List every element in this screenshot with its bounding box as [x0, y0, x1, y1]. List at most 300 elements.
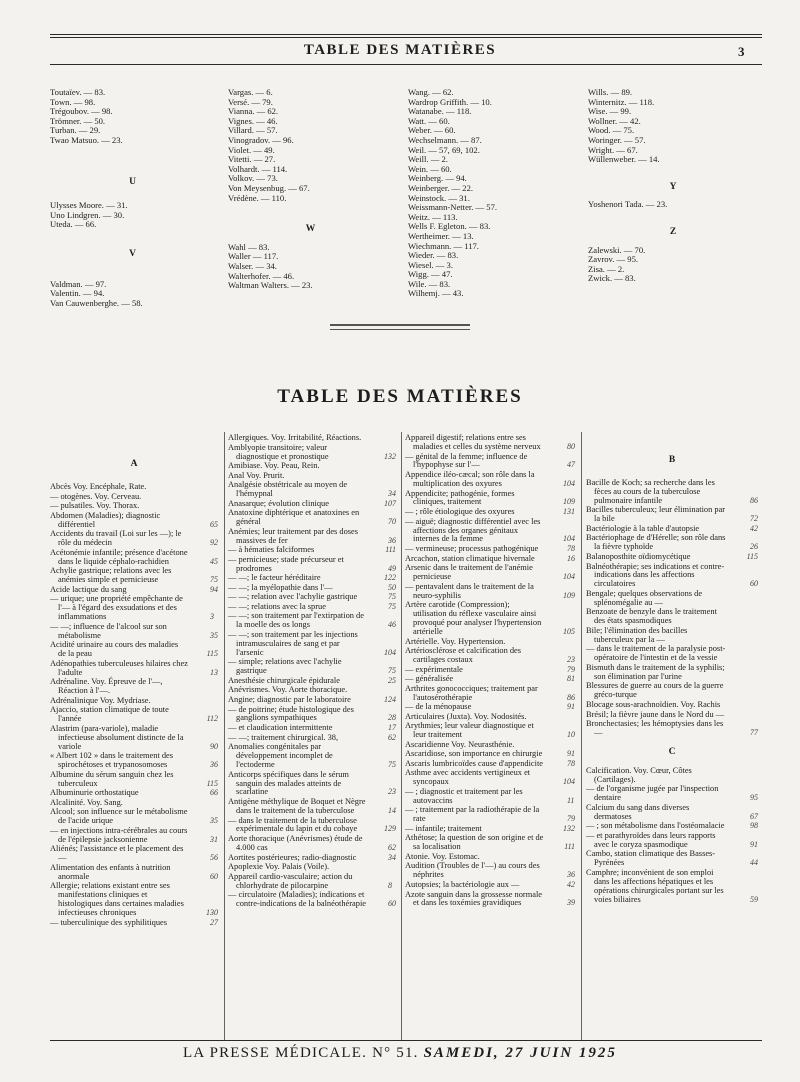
index-entry: — expérimentale 79: [405, 664, 575, 674]
authors-column-2: [228, 88, 393, 291]
entry-text: Benzoate de benzyle dans le traitement des états spasmodiques: [586, 607, 717, 626]
author-entry: Uteda. — 66.: [50, 219, 97, 230]
entry-text: — —; relation avec l'achylie gastrique: [228, 592, 358, 602]
entry-text: Arsenic dans le traitement de l'anémie pernicieuse: [405, 563, 533, 582]
author-entry: Wiechmann. — 117.: [408, 240, 479, 251]
author-entry: Violet. — 49.: [228, 144, 275, 155]
entry-text: Alcalinité. Voy. Sang.: [50, 797, 123, 807]
index-entry: [405, 583, 575, 601]
author-entry: Winternitz. — 118.: [588, 96, 655, 107]
entry-page: 104: [384, 647, 396, 657]
author-entry: Valentin. — 94.: [50, 288, 105, 299]
index-entry: Ascaris lumbricoïdes cause d'appendicite 78: [405, 758, 575, 768]
index-entry: — de l'organisme jugée par l'inspection dentaire 95: [586, 784, 758, 803]
section-letter: U: [129, 176, 136, 187]
index-entry: Bacille de Koch; sa recherche dans les fèces au cours de la tuberculose pulmonaire infantile 86: [586, 477, 758, 505]
author-entry: Wüllenweber. — 14.: [588, 154, 660, 165]
entry-page: 115: [206, 778, 218, 788]
author-entry: Vrédène. — 110.: [228, 192, 287, 203]
index-entry: [405, 518, 575, 545]
index-entry: Alcool; son influence sur le métabolisme de l'acide urique 35: [50, 807, 218, 826]
author-entry: Woringer. — 57.: [588, 134, 646, 145]
entry-text: Alimentation des enfants à nutrition anormale: [50, 862, 171, 881]
entry-text: Aorte thoracique (Anévrismes) étude de 4.000 cas: [228, 834, 363, 852]
index-entry: — urique; une propriété empêchante de l'— à l'égard des exsudations et des inflammations 3: [50, 594, 214, 622]
index-entry: — —; relations avec la sprue 75: [228, 601, 396, 611]
entry-text: Abcès Voy. Encéphale, Rate.: [50, 481, 147, 491]
author-entry: Wieder. — 83.: [408, 250, 459, 261]
entry-text: Appendice iléo-cæcal; son rôle dans la multiplication des oxyures: [405, 470, 535, 488]
section-letter: V: [129, 248, 136, 259]
index-entry: [228, 631, 396, 658]
entry-text: Bactériologie à la table d'autopsie: [586, 523, 700, 533]
author-entry: Waltman Walters. — 23.: [228, 280, 313, 291]
index-entry: Bactériologie à la table d'autopsie 42: [586, 523, 758, 533]
index-entry: — en injections intra-cérébrales au cours de l'épilepsie jacksonienne 31: [50, 825, 218, 844]
index-entry: Bacilles tuberculeux; leur élimination par la bile 72: [586, 505, 758, 524]
index-entry: — de la ménopause 91: [405, 702, 575, 712]
index-entry: [586, 682, 758, 700]
index-entry: Artériosclérose et calcification des cartilages costaux 23: [405, 646, 575, 664]
entry-text: Ascaridiose, son importance en chirurgie: [405, 749, 543, 759]
entry-text: — tuberculinique des syphilitiques: [50, 917, 168, 927]
index-entry: « Albert 102 » dans le traitement des spirochétoses et trypanosomoses 36: [50, 751, 218, 770]
section-divider: [330, 324, 470, 326]
entry-page: 111: [564, 842, 575, 852]
entry-text: — aiguë; diagnostic différentiel avec les affections des organes génitaux internes de la femme: [405, 516, 541, 544]
index-entry: — ; diagnostic et traitement par les autovaccins 11: [405, 786, 575, 805]
entry-text: — en injections intra-cérébrales au cours de l'épilepsie jacksonienne: [50, 825, 188, 844]
author-entry: Volkov. — 73.: [228, 173, 278, 184]
entry-text: Blocage sous-arachnoïdien. Voy. Rachis: [586, 699, 721, 709]
entry-text: Asthme avec accidents vertigineux et syncopaux: [405, 768, 531, 787]
index-entry: — et parathyroïdes dans leurs rapports avec le coryza spasmodique 91: [586, 830, 758, 849]
index-entry: Autopsies; la bactériologie aux — 42: [405, 879, 575, 889]
entry-text: — dans le traitement de la paralysie post-opératoire de l'intestin et de la vessie: [586, 644, 726, 663]
entry-text: — simple; relations avec l'achylie gastrique: [228, 657, 342, 676]
entry-text: Arthrites gonococciques; traitement par l'autosérothérapie: [405, 683, 538, 702]
author-entry: Van Cauwenberghe. — 58.: [50, 297, 143, 308]
entry-text: Bronchectasies; les hémoptysies dans les —: [586, 719, 724, 737]
index-entry: Analgésie obstétricale au moyen de l'hémypnal 34: [228, 480, 396, 499]
author-entry: Weill. — 2.: [408, 154, 448, 165]
index-entry: [586, 767, 758, 785]
index-entry: [50, 641, 218, 659]
index-entry: Achylie gastrique; relations avec les anémies simple et pernicieuse 75: [50, 566, 218, 585]
author-entry: Wertheimer. — 13.: [408, 230, 474, 241]
author-entry: Weil. — 57, 69, 102.: [408, 144, 480, 155]
author-entry: Uno Lindgren. — 30.: [50, 209, 125, 220]
entry-page: 132: [563, 823, 575, 833]
author-entry: Wein. — 60.: [408, 163, 452, 174]
entry-text: — —; son traitement par les injections intramusculaires de sang et par l'arsenic: [228, 629, 358, 657]
entry-text: « Albert 102 » dans le traitement des spirochétoses et trypanosomoses: [50, 751, 174, 770]
entry-page: 105: [563, 626, 575, 636]
entry-text: — généralisée: [405, 674, 454, 684]
column-rule: [224, 432, 225, 1040]
index-entry: Aliénés; l'assistance et le placement des — 56: [50, 844, 218, 863]
author-entry: Weinberger. — 22.: [408, 182, 474, 193]
index-entry: [50, 882, 218, 918]
entry-text: Anesthésie chirurgicale épidurale: [228, 675, 340, 685]
entry-text: Anasarque; évolution clinique: [228, 498, 329, 508]
author-entry: Wright. — 67.: [588, 144, 638, 155]
entry-text: Acétonémie infantile; présence d'acétone dans le liquide céphalo-rachidien: [50, 547, 188, 566]
author-entry: Weinstock. — 31.: [408, 192, 470, 203]
section-divider-2: [330, 329, 470, 330]
author-entry: Wahl — 83.: [228, 241, 270, 252]
index-entry: [50, 771, 218, 789]
author-entry: Twao Matsuo. — 23.: [50, 134, 123, 145]
entry-text: Appareil digestif; relations entre ses maladies et celles du système nerveux: [405, 433, 541, 451]
author-entry: Zwick. — 83.: [588, 273, 636, 284]
footer-rule: [50, 1040, 762, 1041]
entry-text: Adrénalinique Voy. Mydriase.: [50, 695, 151, 705]
index-entry: Adénopathies tuberculeuses hilaires chez l'adulte 13: [50, 658, 218, 677]
index-entry: — ; son métabolisme dans l'ostéomalacie 98: [586, 821, 758, 831]
entry-text: — —; traitement chirurgical. 38,: [228, 732, 339, 742]
entry-page: 115: [206, 649, 218, 659]
entry-text: Calcium du sang dans diverses dermatoses: [586, 802, 690, 821]
index-entry: Albuminurie orthostatique 66: [50, 788, 218, 798]
index-entry: — vermineuse; processus pathogénique 78: [405, 544, 575, 553]
author-entry: Vitetti. — 27.: [228, 154, 276, 165]
author-entry: Waller — 117.: [228, 251, 279, 262]
author-entry: Watanabe. — 118.: [408, 106, 472, 117]
subjects-column-1: [50, 460, 218, 928]
index-entry: Anticorps spécifiques dans le sérum sanguin des malades atteints de scarlatine 23: [228, 769, 396, 797]
index-entry: Bactériophage de d'Hérelle; son rôle dans la fièvre typhoïde 26: [586, 533, 758, 552]
index-entry: Appareil digestif; relations entre ses maladies et celles du système nerveux 80: [405, 433, 575, 451]
author-entry: Turban. — 29.: [50, 125, 101, 136]
entry-text: Anévrismes. Voy. Aorte thoracique.: [228, 685, 348, 695]
page-number: 3: [738, 44, 745, 59]
top-rule: [50, 34, 762, 35]
entry-text: Achylie gastrique; relations avec les anémies simple et pernicieuse: [50, 566, 172, 585]
footer-journal: LA PRESSE MÉDICALE.: [183, 1045, 368, 1061]
entry-text: — et claudication intermittente: [228, 723, 333, 733]
entry-page: 111: [385, 545, 396, 555]
index-entry: Antigène méthylique de Boquet et Nègre dans le traitement de la tuberculose 14: [228, 797, 396, 815]
index-entry: — —; influence de l'alcool sur son métabolisme 35: [50, 621, 218, 640]
entry-text: Artériosclérose et calcification des cartilages costaux: [405, 646, 522, 664]
index-entry: [405, 601, 575, 637]
index-entry: — génital de la femme; influence de l'hypophyse sur l'— 47: [405, 451, 575, 470]
index-entry: Arythmies; leur valeur diagnostique et leur traitement 10: [405, 721, 575, 740]
entry-text: Antigène méthylique de Boquet et Nègre dans le traitement de la tuberculose: [228, 797, 366, 815]
entry-text: Allergie; relations existant entre ses manifestations cliniques et histologiques dans certaines maladies infectieuses chroniques: [50, 881, 184, 918]
footer: [0, 1045, 800, 1062]
entry-text: Anatoxine diphtérique et anatoxines en général: [228, 508, 360, 527]
index-entry: Anomalies congénitales par développement incomplet de l'ectoderme 75: [228, 742, 396, 770]
author-entry: Versé. — 79.: [228, 96, 273, 107]
entry-text: Accidents du travail (Loi sur les —); le rôle du médecin: [50, 529, 182, 548]
entry-text: Balanoposthite oïdiomycétique: [586, 551, 691, 561]
entry-text: Atonie. Voy. Estomac.: [405, 851, 480, 861]
author-entry: Wise. — 99.: [588, 106, 632, 117]
entry-text: Anémies; leur traitement par des doses massives de fer: [228, 526, 359, 545]
entry-text: — pentavalent dans le traitement de la neuro-syphilis: [405, 581, 534, 600]
running-header: TABLE DES MATIÈRES: [303, 42, 497, 58]
index-entry: Anatoxine diphtérique et anatoxines en général 70: [228, 508, 396, 527]
author-entry: Wills. — 89.: [588, 87, 633, 97]
entry-text: Amibiase. Voy. Peau, Rein.: [228, 461, 320, 471]
author-entry: Wollner. — 42.: [588, 115, 641, 126]
entry-page: 107: [384, 498, 396, 508]
authors-column-4: [588, 88, 758, 284]
index-entry: Anémies; leur traitement par des doses massives de fer 36: [228, 526, 396, 545]
entry-page: 115: [746, 551, 758, 561]
entry-text: Appareil cardio-vasculaire; action du chlorhydrate de pilocarpine: [228, 871, 353, 890]
author-entry: Vinogradov. — 96.: [228, 134, 294, 145]
entry-text: — à hématies falciformes: [228, 545, 315, 555]
entry-text: — et parathyroïdes dans leurs rapports avec le coryza spasmodique: [586, 830, 716, 849]
index-entry: [405, 834, 575, 852]
entry-text: Calcification. Voy. Cœur, Côtes (Cartilages).: [586, 765, 692, 784]
entry-text: Aliénés; l'assistance et le placement des —: [50, 844, 184, 863]
index-entry: [586, 627, 758, 645]
entry-text: Alastrim (para-variole), maladie infectieuse absolument distincte de la variole: [50, 723, 184, 751]
entry-text: Adénopathies tuberculeuses hilaires chez l'adulte: [50, 658, 188, 677]
index-entry: — —; traitement chirurgical. 38, 62: [228, 732, 396, 742]
index-entry: — —; la myélopathie dans l'— 50: [228, 582, 396, 592]
entry-text: Bile; l'élimination des bacilles tuberculeux par la —: [586, 625, 688, 644]
entry-text: Bacille de Koch; sa recherche dans les fèces au cours de la tuberculose pulmonaire infantile: [586, 477, 715, 505]
entry-text: — pernicieuse; stade précurseur et prodromes: [228, 554, 344, 573]
subjects-column-3: [405, 434, 575, 909]
author-entry: Wardrop Griffith. — 10.: [408, 96, 492, 107]
entry-text: Bismuth dans le traitement de la syphilis; son élimination par l'urine: [586, 662, 725, 681]
section-letter: B: [668, 455, 676, 465]
entry-text: Acide lactique du sang: [50, 584, 127, 594]
entry-text: Ascaridienne Voy. Neurasthénie.: [405, 739, 515, 749]
author-entry: Wang. — 62.: [408, 87, 454, 97]
entry-page: 112: [206, 714, 218, 724]
index-entry: — ; traitement par la radiothérapie de la rate 79: [405, 805, 575, 824]
subjects-column-4: [586, 456, 758, 905]
index-entry: Cambo, station climatique des Basses-Pyrénées 44: [586, 849, 758, 868]
index-entry: Arcachon, station climatique hivernale 16: [405, 553, 575, 563]
index-entry: — et claudication intermittente 17: [228, 723, 396, 733]
entry-text: — pulsatiles. Voy. Thorax.: [50, 501, 140, 511]
entry-text: Allergiques. Voy. Irritabilité, Réactions.: [228, 433, 362, 442]
entry-page: 109: [563, 590, 575, 600]
section-letter: W: [305, 224, 316, 235]
author-entry: Von Meysenbug. — 67.: [228, 182, 310, 193]
header-rule: [50, 64, 762, 65]
index-entry: Alastrim (para-variole), maladie infectieuse absolument distincte de la variole 90: [50, 723, 218, 751]
entry-text: — —; le facteur héréditaire: [228, 573, 321, 583]
index-entry: — généralisée 81: [405, 674, 575, 684]
entry-text: — ; diagnostic et traitement par les autovaccins: [405, 786, 523, 805]
entry-text: Athétose; la question de son origine et de sa localisation: [405, 833, 544, 852]
entry-text: — infantile; traitement: [405, 823, 482, 833]
entry-text: Ascaris lumbricoïdes cause d'appendicite: [405, 758, 544, 768]
index-entry: — de poitrine; étude histologique des ganglions sympathiques 28: [228, 704, 396, 723]
index-entry: [405, 490, 575, 508]
index-entry: [228, 444, 396, 462]
footer-date: SAMEDI, 27 JUIN 1925: [423, 1045, 617, 1061]
author-entry: Toutaïev. — 83.: [50, 87, 106, 97]
author-entry: Valdman. — 97.: [50, 278, 107, 289]
index-entry: Acide lactique du sang 94: [50, 584, 218, 594]
index-entry: — pernicieuse; stade précurseur et prodromes 49: [228, 554, 396, 573]
entry-text: — otogènes. Voy. Cerveau.: [50, 491, 142, 501]
index-entry: [228, 817, 396, 835]
author-entry: Wiesel. — 3.: [408, 259, 453, 270]
author-entry: Ulysses Moore. — 31.: [50, 200, 128, 211]
entry-text: Analgésie obstétricale au moyen de l'hémypnal: [228, 480, 348, 499]
section-letter: Z: [669, 226, 677, 237]
section-letter: C: [668, 746, 676, 757]
index-entry: [586, 608, 758, 626]
index-entry: [586, 664, 758, 682]
entry-text: Audition (Troubles de l'—) au cours des néphrites: [405, 861, 540, 880]
entry-text: — —; influence de l'alcool sur son métabolisme: [50, 621, 167, 640]
author-entry: Wechselmann. — 87.: [408, 134, 482, 145]
index-entry: [405, 564, 575, 582]
index-entry: Anesthésie chirurgicale épidurale 25: [228, 675, 396, 685]
index-entry: Audition (Troubles de l'—) au cours des néphrites 36: [405, 861, 575, 880]
entry-text: — génital de la femme; influence de l'hypophyse sur l'—: [405, 451, 528, 470]
entry-page: 132: [384, 451, 396, 461]
index-entry: Azote sanguin dans la grossesse normale et dans les toxémies gravidiques 39: [405, 889, 575, 908]
author-entry: Weitz. — 113.: [408, 211, 458, 222]
entry-text: Azote sanguin dans la grossesse normale et dans les toxémies gravidiques: [405, 889, 542, 908]
author-entry: Weissmann-Netter. — 57.: [408, 202, 498, 213]
entry-text: Acidité urinaire au cours des maladies de la peau: [50, 640, 179, 659]
entry-page: 122: [384, 573, 396, 583]
author-entry: Weinberg. — 94.: [408, 173, 467, 184]
entry-page: 131: [563, 507, 575, 516]
subjects-column-2: [228, 434, 396, 910]
index-entry: Abdomen (Maladies); diagnostic différentiel 65: [50, 510, 218, 529]
entry-page: 104: [563, 534, 575, 544]
entry-text: Artère carotide (Compression); utilisation du réflexe vasculaire ainsi provoqué pour analyser l'hypertension artérielle: [405, 600, 542, 636]
entry-text: — —; relations avec la sprue: [228, 601, 326, 611]
entry-text: Anal Voy. Prurit.: [228, 470, 285, 480]
index-entry: Ascaridiose, son importance en chirurgie 91: [405, 749, 575, 759]
author-entry: Zavrov. — 95.: [588, 254, 639, 265]
entry-text: Angine; diagnostic par le laboratoire: [228, 694, 351, 704]
entry-page: 124: [384, 694, 396, 704]
entry-text: Artérielle. Voy. Hypertension.: [405, 636, 506, 646]
index-entry: [50, 678, 218, 696]
entry-text: — ; son métabolisme dans l'ostéomalacie: [586, 821, 725, 831]
entry-text: Cambo, station climatique des Basses-Pyrénées: [586, 849, 716, 868]
author-entry: Zisa. — 2.: [588, 263, 625, 274]
index-entry: Camphre; inconvénient de son emploi dans les affections hépatiques et les opérations chirurgicales portant sur les voies biliaires 59: [586, 867, 758, 904]
entry-text: Amblyopie transitoire; valeur diagnostique et pronostique: [228, 442, 329, 461]
entry-page: 130: [206, 908, 218, 918]
column-rule: [401, 432, 402, 1040]
entry-page: 129: [384, 824, 396, 834]
author-entry: Weber. — 60.: [408, 125, 456, 136]
index-entry: [586, 645, 758, 663]
author-entry: Vianna. — 62.: [228, 106, 279, 117]
index-entry: Bronchectasies; les hémoptysies dans les — 77: [586, 719, 758, 737]
entry-page: 104: [563, 478, 575, 488]
author-entry: Walterhofer. — 46.: [228, 270, 295, 281]
section-letter: A: [130, 459, 138, 469]
entry-text: Aortites postérieures; radio-diagnostic: [228, 852, 357, 862]
author-entry: Yoshenori Tada. — 23.: [588, 199, 668, 210]
entry-text: Autopsies; la bactériologie aux —: [405, 879, 520, 889]
entry-text: Balnéothérapie; ses indications et contre-indications dans les affections circulatoires: [586, 561, 725, 589]
author-entry: Vignes. — 46.: [228, 115, 278, 126]
author-entry: Walser. — 34.: [228, 260, 277, 271]
index-entry: Acétonémie infantile; présence d'acétone dans le liquide céphalo-rachidien 45: [50, 547, 218, 566]
author-entry: Trömner. — 50.: [50, 115, 106, 126]
entry-text: Alcool; son influence sur le métabolisme de l'acide urique: [50, 807, 188, 826]
entry-text: Bacilles tuberculeux; leur élimination par la bile: [586, 505, 726, 524]
entry-text: Brésil; la fièvre jaune dans le Nord du —: [586, 709, 725, 719]
entry-text: — urique; une propriété empêchante de l'— à l'égard des exsudations et des inflammations: [50, 594, 183, 622]
entry-text: Articulaires (Juxta). Voy. Nodosités.: [405, 711, 527, 721]
index-entry: — —; relation avec l'achylie gastrique 75: [228, 592, 396, 602]
author-entry: Villard. — 57.: [228, 125, 278, 136]
index-entry: — simple; relations avec l'achylie gastrique 75: [228, 657, 396, 676]
entry-text: — expérimentale: [405, 664, 463, 674]
entry-text: Arcachon, station climatique hivernale: [405, 553, 535, 563]
entry-text: Albuminurie orthostatique: [50, 788, 139, 798]
section-letter: Y: [669, 181, 677, 192]
author-entry: Wigg. — 47.: [408, 269, 453, 280]
entry-page: 104: [563, 777, 575, 787]
entry-text: — de l'organisme jugée par l'inspection dentaire: [586, 784, 719, 803]
entry-text: — de poitrine; étude histologique des ganglions sympathiques: [228, 704, 354, 723]
index-entry: Balnéothérapie; ses indications et contre-indications dans les affections circulatoires 60: [586, 561, 758, 589]
author-entry: Wile. — 83.: [408, 278, 451, 289]
index-entry: — —; son traitement par l'extirpation de la moelle des os longs 46: [228, 611, 396, 630]
entry-text: — vermineuse; processus pathogénique: [405, 544, 539, 553]
entry-text: Appendicite; pathogénie, formes cliniques, traitement: [405, 488, 515, 507]
entry-text: — —; son traitement par l'extirpation de la moelle des os longs: [228, 611, 364, 630]
index-entry: [50, 706, 218, 724]
entry-text: Camphre; inconvénient de son emploi dans les affections hépatiques et les opérations chirurgicales portant sur les voies biliaires: [586, 867, 724, 904]
index-entry: [586, 590, 758, 608]
entry-text: — dans le traitement de la tuberculose expérimentale du lapin et du cobaye: [228, 815, 358, 834]
entry-text: Bactériophage de d'Hérelle; son rôle dans la fièvre typhoïde: [586, 533, 726, 552]
author-entry: Zalewski. — 70.: [588, 244, 646, 255]
index-entry: Aorte thoracique (Anévrismes) étude de 4.000 cas 62: [228, 834, 396, 852]
index-entry: Accidents du travail (Loi sur les —); le rôle du médecin 92: [50, 529, 218, 548]
entry-text: Apoplexie Voy. Palais (Voile).: [228, 862, 330, 872]
entry-text: Anticorps spécifiques dans le sérum sanguin des malades atteints de scarlatine: [228, 769, 349, 797]
index-entry: — circulatoire (Maladies); indications et contre-indications de la balnéothérapie 60: [228, 890, 396, 909]
entry-text: — —; la myélopathie dans l'—: [228, 582, 333, 592]
authors-column-1: [50, 88, 215, 308]
index-entry: [405, 471, 575, 489]
entry-page: 109: [563, 497, 575, 507]
author-entry: Town. — 98.: [50, 96, 96, 107]
author-entry: Wells F. Egleton. — 83.: [408, 221, 491, 232]
main-title: TABLE DES MATIÈRES: [277, 386, 523, 407]
index-entry: [405, 769, 575, 787]
entry-text: Adrénaline. Voy. Épreuve de l'—, Réaction à l'—.: [50, 677, 163, 696]
entry-text: — ; rôle étiologique des oxyures: [405, 507, 515, 516]
entry-text: — ; traitement par la radiothérapie de la rate: [405, 805, 540, 824]
author-entry: Wilhemj. — 43.: [408, 288, 464, 299]
footer-number: N° 51.: [372, 1045, 419, 1061]
author-entry: Vargas. — 6.: [228, 87, 273, 97]
author-entry: Wood. — 75.: [588, 125, 635, 136]
index-entry: Alimentation des enfants à nutrition anormale 60: [50, 862, 218, 881]
author-entry: Volhardt. — 114.: [228, 163, 288, 174]
index-entry: Aortites postérieures; radio-diagnostic 34: [228, 852, 396, 862]
top-rule-2: [50, 37, 762, 38]
entry-text: — circulatoire (Maladies); indications et contre-indications de la balnéothérapie: [228, 890, 366, 909]
